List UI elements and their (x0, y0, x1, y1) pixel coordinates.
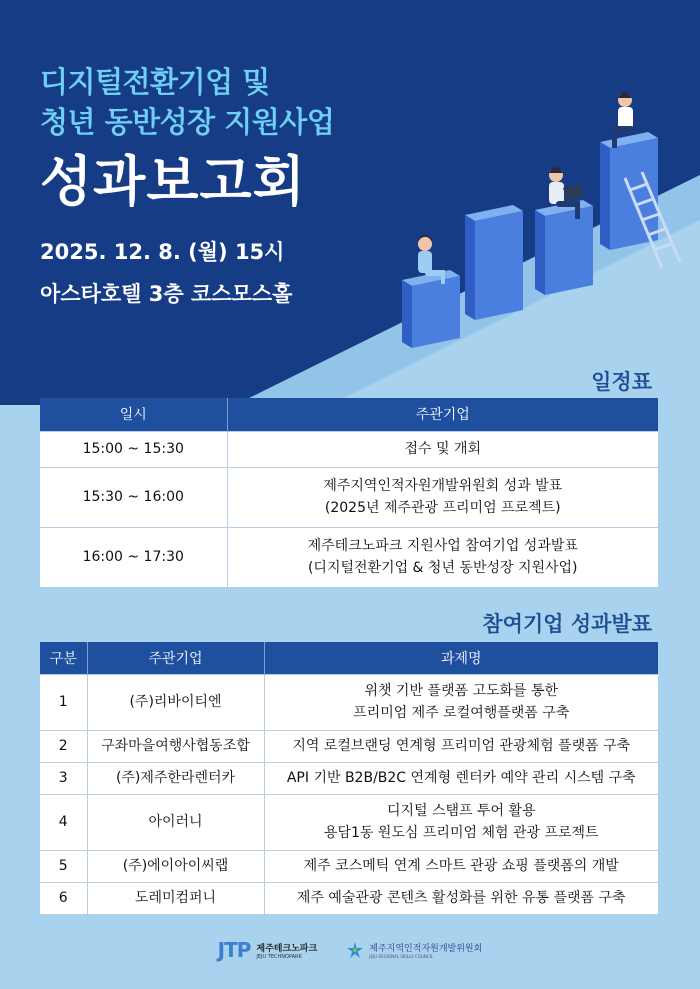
bar-2 (465, 205, 523, 320)
row-number: 4 (40, 794, 87, 850)
table-row (40, 850, 658, 882)
results-header-company: 주관기업 (87, 642, 264, 674)
results-table (40, 642, 658, 914)
project-line: 위챗 기반 플랫폼 고도화를 통한 (364, 683, 559, 699)
company-name: (주)에이아이씨랩 (87, 850, 264, 882)
table-row (40, 467, 658, 527)
table-row (40, 527, 658, 587)
company-name: (주)제주한라렌터카 (87, 762, 264, 794)
row-number: 1 (40, 674, 87, 730)
footer-logos (0, 930, 700, 970)
project-name (264, 794, 658, 850)
table-row (40, 674, 658, 730)
council-star-icon (347, 942, 363, 958)
page-title: 성과보고회 (40, 150, 306, 213)
row-number: 5 (40, 850, 87, 882)
schedule-program-line: 제주테크노파크 지원사업 참여기업 성과발표 (307, 538, 578, 555)
table-row (40, 730, 658, 762)
schedule-time: 16:00 ~ 17:30 (40, 527, 227, 587)
bar-3 (535, 200, 593, 295)
project-name (264, 882, 658, 914)
table-row (40, 794, 658, 850)
event-date: 2025. 12. 8. (월) 15시 (40, 240, 285, 264)
schedule-program (227, 527, 658, 587)
row-number: 3 (40, 762, 87, 794)
jtp-name: 제주테크노파크 (256, 943, 318, 954)
table-row (40, 762, 658, 794)
project-name (264, 674, 658, 730)
schedule-program-line: (디지털전환기업 & 청년 동반성장 지원사업) (307, 560, 578, 577)
schedule-program (227, 431, 658, 467)
company-name: 아이러니 (87, 794, 264, 850)
hero (40, 62, 334, 308)
company-name: (주)리바이티엔 (87, 674, 264, 730)
company-name: 구좌마을여행사협동조합 (87, 730, 264, 762)
company-name: 도레미컴퍼니 (87, 882, 264, 914)
project-line: 용담1동 원도심 프리미엄 체험 관광 프로젝트 (323, 825, 599, 841)
project-line: 지역 로컬브랜딩 연계형 프리미엄 관광체험 플랫폼 구축 (292, 738, 631, 754)
project-name (264, 762, 658, 794)
schedule-header-program: 주관기업 (227, 398, 658, 431)
project-line: 제주 예술관광 콘텐츠 활성화를 위한 유통 플랫폼 구축 (296, 890, 626, 907)
project-line: 제주 코스메틱 연계 스마트 관광 쇼핑 플랫폼의 개발 (303, 858, 619, 874)
subtitle-line-1: 디지털전환기업 및 (40, 65, 270, 99)
growth-illustration (380, 80, 700, 350)
project-line: 프리미엄 제주 로컬여행플랫폼 구축 (353, 705, 570, 721)
event-venue: 아스타호텔 3층 코스모스홀 (40, 282, 293, 306)
results-header-project: 과제명 (264, 642, 658, 674)
council-name: 제주지역인적자원개발위원회 (369, 944, 483, 954)
results-title: 참여기업 성과발표 (482, 612, 652, 636)
results-header-no: 구분 (40, 642, 87, 674)
council-logo (347, 941, 482, 959)
project-name (264, 730, 658, 762)
schedule-program (227, 467, 658, 527)
row-number: 2 (40, 730, 87, 762)
bar-1 (402, 270, 460, 348)
row-number: 6 (40, 882, 87, 914)
schedule-program-line: (2025년 제주관광 프리미엄 프로젝트) (324, 500, 561, 516)
jtp-logo-mark: JTP (217, 938, 251, 962)
schedule-title: 일정표 (591, 370, 652, 394)
schedule-header-time: 일시 (40, 398, 227, 431)
council-english: JEJU REGIONAL SKILLS COUNCIL (369, 954, 434, 959)
jtp-logo (218, 938, 318, 962)
schedule-time: 15:00 ~ 15:30 (40, 431, 227, 467)
table-row (40, 882, 658, 914)
project-line: 디지털 스탬프 투어 활용 (386, 803, 536, 819)
schedule-time: 15:30 ~ 16:00 (40, 467, 227, 527)
council-logo-text (369, 941, 482, 959)
schedule-program-line: 접수 및 개회 (404, 441, 482, 457)
schedule-table (40, 398, 658, 587)
jtp-logo-text (256, 941, 317, 960)
jtp-english: JEJU TECHNOPARK (256, 953, 302, 960)
subtitle-line-2: 청년 동반성장 지원사업 (40, 105, 335, 139)
schedule-program-line: 제주지역인적자원개발위원회 성과 발표 (323, 478, 563, 494)
project-line: API 기반 B2B/B2C 연계형 렌터카 예약 관리 시스템 구축 (286, 770, 636, 786)
project-name (264, 850, 658, 882)
table-row (40, 431, 658, 467)
